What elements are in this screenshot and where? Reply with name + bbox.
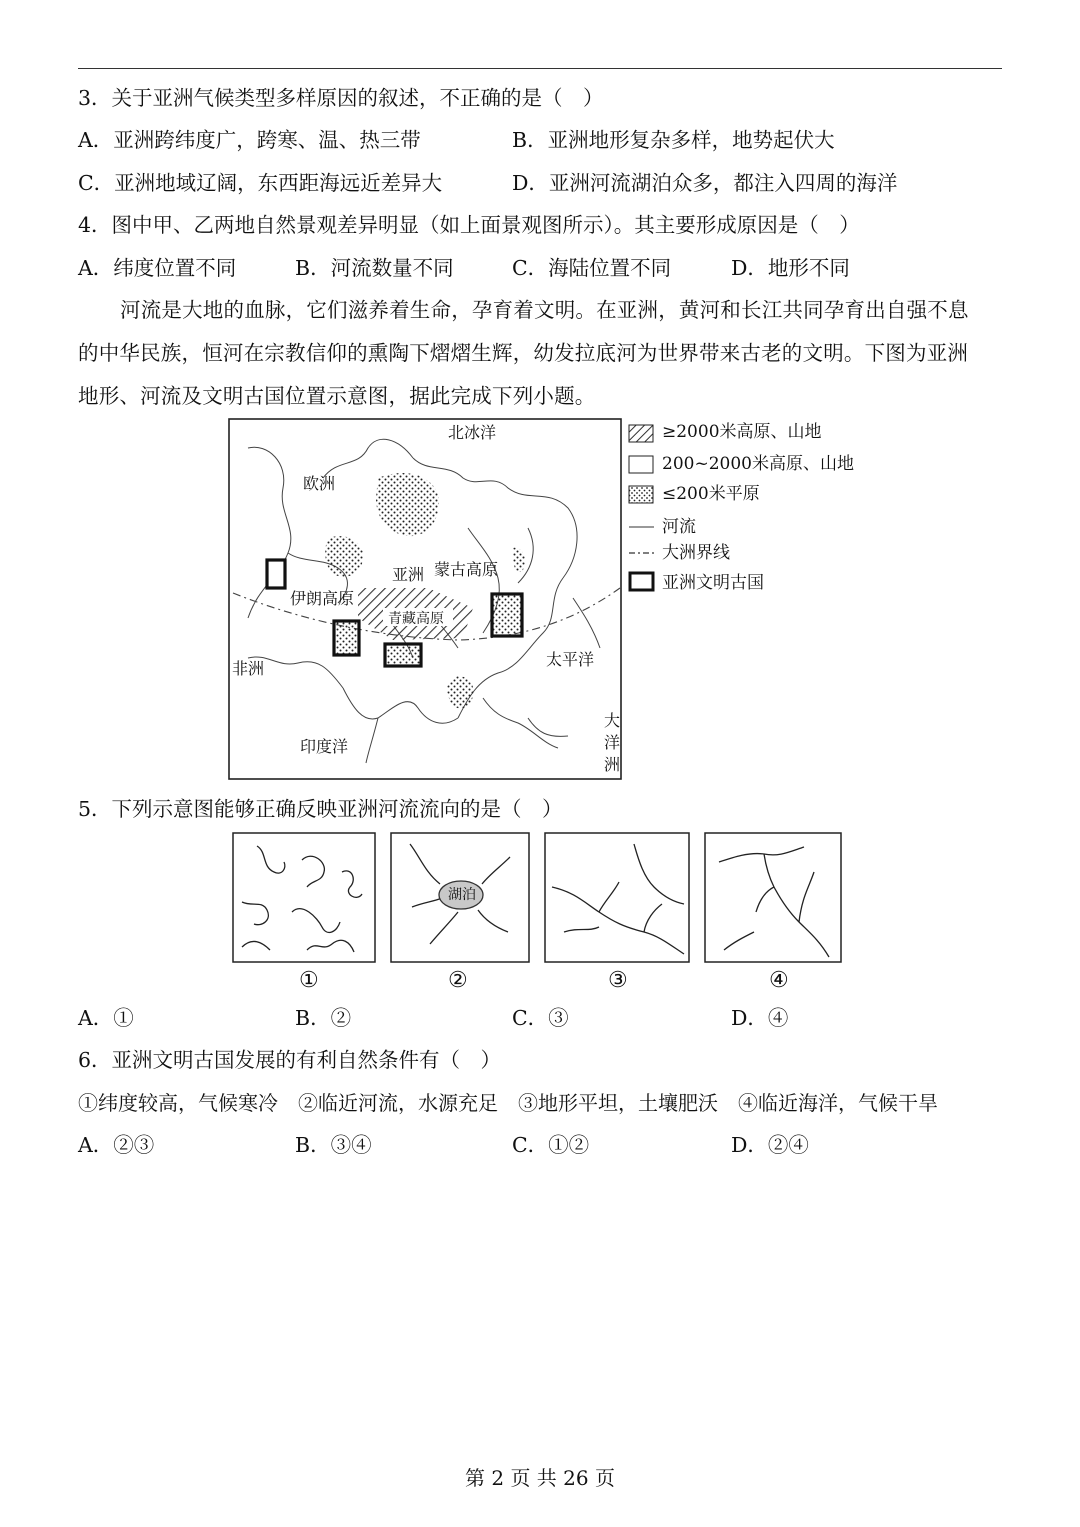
map-label-africa: 非洲	[232, 659, 265, 678]
q6-conditions: ①纬度较高，气候寒冷 ②临近河流，水源充足 ③地形平坦，土壤肥沃 ④临近海洋，气候干旱	[78, 1091, 938, 1115]
map-label-oceania-1: 大	[604, 711, 621, 730]
passage-line-3: 地形、河流及文明古国位置示意图，据此完成下列小题。	[78, 384, 596, 408]
civ-box-indus	[334, 621, 359, 655]
q5-option-c: C．③	[512, 1006, 569, 1030]
map-label-arctic: 北冰洋	[448, 423, 497, 442]
q5-option-a: A．①	[78, 1006, 134, 1030]
civ-box-ganges	[385, 644, 421, 666]
q4-option-c: C．海陆位置不同	[512, 256, 672, 280]
q3-stem: 3．关于亚洲气候类型多样原因的叙述，不正确的是（ ）	[78, 86, 604, 110]
map-label-indian-ocean: 印度洋	[300, 737, 349, 756]
map-label-oceania-2: 洋	[604, 733, 621, 752]
q3-option-a: A．亚洲跨纬度广，跨寒、温、热三带	[78, 128, 421, 152]
river-diagram-3	[544, 832, 690, 964]
legend-mid: 200~2000米高原、山地	[662, 454, 854, 474]
q3-option-b: B．亚洲地形复杂多样，地势起伏大	[512, 128, 835, 152]
map-label-tibet: 青藏高原	[388, 611, 444, 627]
q5-option-d: D．④	[731, 1006, 789, 1030]
civ-box-mesopotamia	[267, 560, 285, 588]
civ-box-yellow-river	[492, 594, 522, 636]
q6-option-a: A．②③	[78, 1133, 155, 1157]
map-label-iran: 伊朗高原	[290, 589, 355, 608]
diagram-number-1: ①	[299, 968, 319, 993]
q6-option-d: D．②④	[731, 1133, 809, 1157]
diagram-number-4: ④	[769, 968, 789, 993]
river-diagram-1	[232, 832, 376, 964]
map-label-pacific: 太平洋	[546, 650, 595, 669]
legend-high: ≥2000米高原、山地	[662, 422, 822, 442]
page-footer: 第 2 页 共 26 页	[465, 1466, 615, 1490]
header-rule	[78, 68, 1002, 69]
q3-option-d: D．亚洲河流湖泊众多，都注入四周的海洋	[512, 171, 898, 195]
legend-river: 河流	[662, 517, 696, 537]
diagram-number-2: ②	[448, 968, 468, 993]
q5-option-b: B．②	[295, 1006, 352, 1030]
q4-option-b: B．河流数量不同	[295, 256, 454, 280]
map-label-asia: 亚洲	[392, 565, 425, 584]
map-label-oceania-3: 洲	[604, 755, 621, 774]
q6-option-b: B．③④	[295, 1133, 372, 1157]
map-label-mongolia: 蒙古高原	[434, 560, 499, 579]
q4-stem: 4．图中甲、乙两地自然景观差异明显（如上面景观图所示）。其主要形成原因是（ ）	[78, 213, 860, 237]
legend-boundary: 大洲界线	[662, 543, 730, 563]
q4-option-a: A．纬度位置不同	[78, 256, 237, 280]
map-label-europe: 欧洲	[303, 474, 336, 493]
river-diagram-4	[704, 832, 842, 964]
passage-line-1: 河流是大地的血脉，它们滋养着生命，孕育着文明。在亚洲，黄河和长江共同孕育出自强不息	[120, 298, 969, 322]
legend-low: ≤200米平原	[662, 484, 760, 504]
q4-option-d: D．地形不同	[731, 256, 850, 280]
q5-stem: 5．下列示意图能够正确反映亚洲河流流向的是（ ）	[78, 797, 563, 821]
q6-stem: 6．亚洲文明古国发展的有利自然条件有（ ）	[78, 1048, 502, 1072]
q6-option-c: C．①②	[512, 1133, 590, 1157]
passage-line-2: 的中华民族，恒河在宗教信仰的熏陶下熠熠生辉，幼发拉底河为世界带来古老的文明。下图为亚洲	[78, 341, 969, 365]
diagram-number-3: ③	[608, 968, 628, 993]
map-legend-swatches	[628, 424, 656, 596]
q3-option-c: C．亚洲地域辽阔，东西距海远近差异大	[78, 171, 443, 195]
lake-label: 湖泊	[448, 887, 476, 903]
legend-civ: 亚洲文明古国	[662, 573, 764, 593]
asia-map	[228, 418, 622, 780]
